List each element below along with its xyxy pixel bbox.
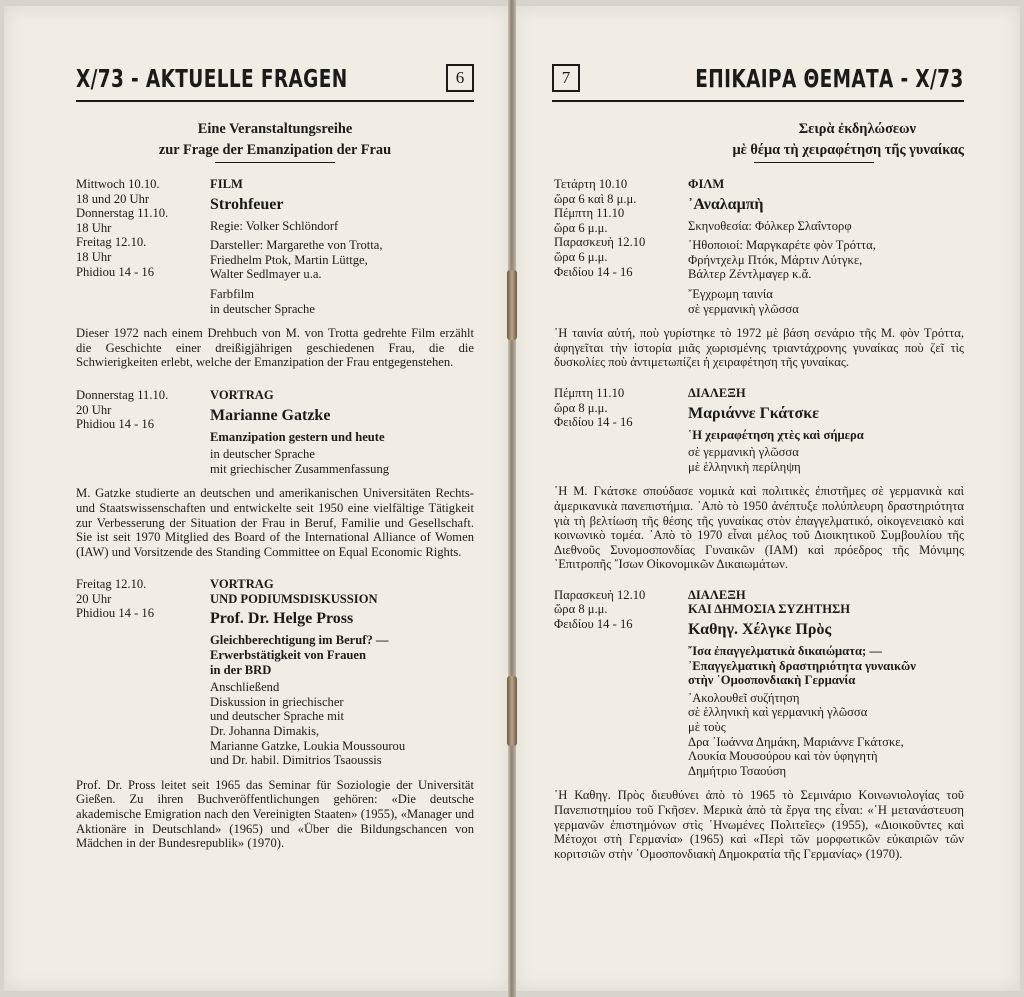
detail-line: μὲ τοὺς <box>688 720 726 735</box>
detail-line: in deutscher Sprache <box>210 301 315 316</box>
schedule-line: 18 und 20 Uhr <box>76 191 150 206</box>
series-heading-de <box>76 119 474 163</box>
staple-top <box>507 270 517 340</box>
detail-line: Darsteller: Margarethe von Trotta, <box>210 238 383 253</box>
detail-line: μὲ ἑλληνικὴ περίληψη <box>688 459 801 474</box>
event-type: VORTRAG <box>210 387 274 402</box>
detail-line: Δημήτριο Τσαούση <box>688 763 787 778</box>
schedule-line: ὥρα 8 μ.μ. <box>554 400 608 415</box>
series-line-2: zur Frage der Emanzipation der Frau <box>158 142 392 158</box>
right-page-number: 7 <box>552 64 580 92</box>
series-rule <box>215 162 335 163</box>
right-page-content <box>554 119 964 877</box>
schedule-line: Phidiou 14 - 16 <box>76 606 155 621</box>
schedule-line: 18 Uhr <box>76 220 112 235</box>
detail-line: Marianne Gatzke, Loukia Moussourou <box>210 738 406 753</box>
detail-line: σὲ ἑλληνικὴ καὶ γερμανικὴ γλῶσσα <box>688 705 868 720</box>
lecture-title: ῾Η χειραφέτηση χτὲς καὶ σήμερα <box>688 427 864 442</box>
film-description: Dieser 1972 nach einem Drehbuch von M. von Trotta gedrehte Film erzählt die Geschichte einer dreißigjährigen geschiedenen Frau, die die Schwierigkeiten erlebt, welche der Emanzipation der Frau entgegenstehen. <box>76 326 474 370</box>
film-title: Strohfeuer <box>210 195 284 213</box>
right-page-header <box>552 56 964 102</box>
detail-line: Βάλτερ Ζέντλμαγερ κ.ἄ. <box>688 267 812 282</box>
speaker-name: Καθηγ. Χέλγκε Πρὸς <box>688 621 832 639</box>
schedule-line: ὥρα 6 καὶ 8 μ.μ. <box>554 191 637 206</box>
left-page-content <box>76 119 474 869</box>
event-type: ΦΙΛΜ <box>688 177 725 191</box>
right-page <box>514 6 1020 991</box>
event-lecture-pross-gr <box>554 588 964 779</box>
lecture-title: Emanzipation gestern und heute <box>210 429 385 444</box>
series-line-2: μὲ θέμα τὴ χειραφέτηση τῆς γυναίκας <box>732 142 964 158</box>
speaker-bio: Prof. Dr. Pross leitet seit 1965 das Seminar für Soziologie der Universität Gießen. Zu ihren Buchveröffentlichungen gehören: «Die deutsche akademische Emigration nach den Vereinigten Staaten» (1955), «Manager und Aktionäre in Deutschland» (1965) und «Über die Bildungschancen von Mädchen in der Bundesrepublik» (1970). <box>76 777 474 851</box>
event-details <box>688 177 964 316</box>
detail-line: Diskussion in griechischer <box>210 694 344 709</box>
schedule-line: Phidiou 14 - 16 <box>76 264 155 279</box>
detail-line: σὲ γερμανικὴ γλῶσσα <box>688 301 799 316</box>
event-schedule <box>76 577 210 768</box>
detail-line: in deutscher Sprache <box>210 447 315 462</box>
speaker-bio: M. Gatzke studierte an deutschen und amerikanischen Universitäten Rechts- und Staatswissenschaften und entwickelte seit 1950 eine vielfältige Tätigkeit zur Verbesserung der Situation der Frau in Beruf, Familie und Gesellschaft. Sie ist seit 1970 Mitglied des Board of the International Alliance of Women (IAW) und Vorsitzende des Standing Committee on Equal Economic Rights. <box>76 486 474 559</box>
detail-line: Walter Sedlmayer u.a. <box>210 267 322 282</box>
event-lecture-gatzke <box>76 388 474 476</box>
schedule-line: Φειδίου 14 - 16 <box>554 617 633 632</box>
right-page-title: ΕΠΙΚΑΙΡΑ ΘΕΜΑΤΑ - X/73 <box>695 63 964 93</box>
detail-line: und deutscher Sprache mit <box>210 709 344 724</box>
detail-line: Friedhelm Ptok, Martin Lüttge, <box>210 252 368 267</box>
center-fold <box>508 0 516 997</box>
lecture-title: στὴν ῾Ομοσπονδιακὴ Γερμανία <box>688 673 856 688</box>
lecture-title: ᾿Επαγγελματικὴ δραστηριότητα γυναικῶν <box>688 658 916 673</box>
schedule-line: Παρασκευὴ 12.10 <box>554 587 646 602</box>
speaker-name: Prof. Dr. Helge Pross <box>210 610 354 628</box>
detail-line: Farbfilm <box>210 286 255 301</box>
series-line-1: Σειρὰ ἐκδηλώσεων <box>798 121 916 137</box>
schedule-line: ὥρα 6 μ.μ. <box>554 220 608 235</box>
detail-line: ῾Ηθοποιοί: Μαργκαρέτε φὸν Τρόττα, <box>688 238 876 253</box>
schedule-line: Φειδίου 14 - 16 <box>554 264 633 279</box>
schedule-line: 20 Uhr <box>76 591 112 606</box>
detail-line: und Dr. habil. Dimitrios Tsaoussis <box>210 753 382 768</box>
speaker-name: Μαριάννε Γκάτσκε <box>688 404 819 422</box>
detail-line: ῎Εγχρωμη ταινία <box>688 286 773 301</box>
film-title: ᾿Αναλαμπὴ <box>688 195 764 213</box>
event-film-gr <box>554 177 964 316</box>
event-schedule <box>554 177 688 316</box>
schedule-line: Freitag 12.10. <box>76 235 147 250</box>
detail-line: Φρήντχελμ Πτόκ, Μάρτιν Λύτγκε, <box>688 252 863 267</box>
event-details <box>210 388 474 476</box>
schedule-line: Φειδίου 14 - 16 <box>554 415 633 430</box>
detail-line: Dr. Johanna Dimakis, <box>210 724 320 739</box>
event-type: ΚΑΙ ΔΗΜΟΣΙΑ ΣΥΖΗΤΗΣΗ <box>688 602 851 617</box>
schedule-line: ὥρα 6 μ.μ. <box>554 249 608 264</box>
event-type: ΔΙΑΛΕΞΗ <box>688 587 746 602</box>
series-heading-gr <box>554 119 964 163</box>
event-type: ΔΙΑΛΕΞΗ <box>688 385 746 400</box>
detail-line: Σκηνοθεσία: Φόλκερ Σλαΐντορφ <box>688 218 852 233</box>
event-schedule <box>554 386 688 474</box>
schedule-line: Τετάρτη 10.10 <box>554 177 628 191</box>
lecture-title: Erwerbstätigkeit von Frauen <box>210 648 367 663</box>
event-type: VORTRAG <box>210 577 274 592</box>
lecture-title: ῎Ισα ἐπαγγελματικὰ δικαιώματα; — <box>688 644 882 659</box>
event-schedule <box>76 388 210 476</box>
left-page-header <box>76 56 474 102</box>
schedule-line: ὥρα 8 μ.μ. <box>554 602 608 617</box>
event-details <box>210 177 474 316</box>
event-type: UND PODIUMSDISKUSSION <box>210 591 378 606</box>
schedule-line: Παρασκευὴ 12.10 <box>554 235 646 250</box>
speaker-name: Marianne Gatzke <box>210 406 331 424</box>
event-lecture-gatzke-gr <box>554 386 964 474</box>
event-schedule <box>554 588 688 779</box>
left-page-number: 6 <box>446 64 474 92</box>
schedule-line: Πέμπτη 11.10 <box>554 206 625 221</box>
schedule-line: 18 Uhr <box>76 249 112 264</box>
detail-line: ᾿Ακολουθεῖ συζήτηση <box>688 690 800 705</box>
event-details <box>688 588 964 779</box>
detail-line: mit griechischer Zusammenfassung <box>210 461 390 476</box>
event-type: FILM <box>210 177 243 191</box>
left-page-title: X/73 - AKTUELLE FRAGEN <box>76 63 348 93</box>
schedule-line: Phidiou 14 - 16 <box>76 417 155 432</box>
series-rule <box>754 162 874 163</box>
schedule-line: 20 Uhr <box>76 402 112 417</box>
lecture-title: Gleichberechtigung im Beruf? — <box>210 633 389 648</box>
event-schedule <box>76 177 210 316</box>
event-details <box>688 386 964 474</box>
event-lecture-pross <box>76 577 474 768</box>
detail-line: σὲ γερμανικὴ γλῶσσα <box>688 445 799 460</box>
film-description: ῾Η ταινία αὐτή, ποὺ γυρίστηκε τὸ 1972 μὲ βάση σενάριο τῆς Μ. φὸν Τρόττα, ἀφηγεῖται τὴν ἱστορία μιᾶς χωρισμένης τριαντάχρονης γυναίκας ποὺ ζεῖ τὶς δυσκολίες ποὺ ἀντιμετωπίζει ἡ χειραφέτηση τῆς γυναίκας. <box>554 326 964 370</box>
event-film-de <box>76 177 474 316</box>
detail-line: Δρα ᾿Ιωάννα Δημάκη, Μαριάννε Γκάτσκε, <box>688 734 904 749</box>
detail-line: Anschließend <box>210 680 280 695</box>
schedule-line: Mittwoch 10.10. <box>76 177 160 191</box>
staple-bottom <box>507 676 517 746</box>
detail-line: Regie: Volker Schlöndorf <box>210 218 339 233</box>
series-line-1: Eine Veranstaltungsreihe <box>197 121 353 137</box>
schedule-line: Donnerstag 11.10. <box>76 206 169 221</box>
left-page <box>4 6 510 991</box>
schedule-line: Donnerstag 11.10. <box>76 387 169 402</box>
schedule-line: Πέμπτη 11.10 <box>554 385 625 400</box>
lecture-title: in der BRD <box>210 662 272 677</box>
schedule-line: Freitag 12.10. <box>76 577 147 592</box>
speaker-bio: ῾Η Μ. Γκάτσκε σπούδασε νομικὰ καὶ πολιτικὲς ἐπιστῆμες σὲ γερμανικὰ καὶ ἀμερικανικὰ πανεπιστήμια. ᾿Απὸ τὸ 1950 ἀνέπτυξε πολύπλευρη δραστηριότητα γιὰ τὴ βελτίωση τῆς θέσης τῆς γυναίκας στὸν ἐπαγγελματικό, οἰκογενειακὸ καὶ κοινωνικὸ τομέα. ᾿Απὸ τὸ 1970 εἶναι μέλος τοῦ Διοικητικοῦ Συμβουλίου τῆς Διεθνοῦς Συνομοσπονδίας Γυναικῶν (ΙΑΜ) καὶ πρόεδρος τῆς Μόνιμης ᾿Επιτροπῆς ῎Ισων Οἰκονομικῶν Δικαιωμάτων. <box>554 484 964 572</box>
event-details <box>210 577 474 768</box>
speaker-bio: ῾Η Καθηγ. Πρὸς διευθύνει ἀπὸ τὸ 1965 τὸ Σεμινάριο Κοινωνιολογίας τοῦ Πανεπιστημίου τοῦ Γκῆσεν. Μερικὰ ἀπὸ τὰ ἔργα της εἶναι: «῾Η μετανάστευση γερμανῶν ἐπιστημόνων στὶς ῾Ηνωμένες Πολιτεῖες» (1955), «Διοικοῦντες καὶ Μέτοχοι στὴ Γερμανία» (1965) καὶ «Περὶ τῶν μορφωτικῶν εὐκαιριῶν τῶν κοριτσιῶν στὴν ῾Ομοσπονδιακὴ Δημοκρατία τῆς Γερμανίας» (1970). <box>554 788 964 861</box>
detail-line: Λουκία Μουσούρου καὶ τὸν ὑφηγητὴ <box>688 749 878 764</box>
